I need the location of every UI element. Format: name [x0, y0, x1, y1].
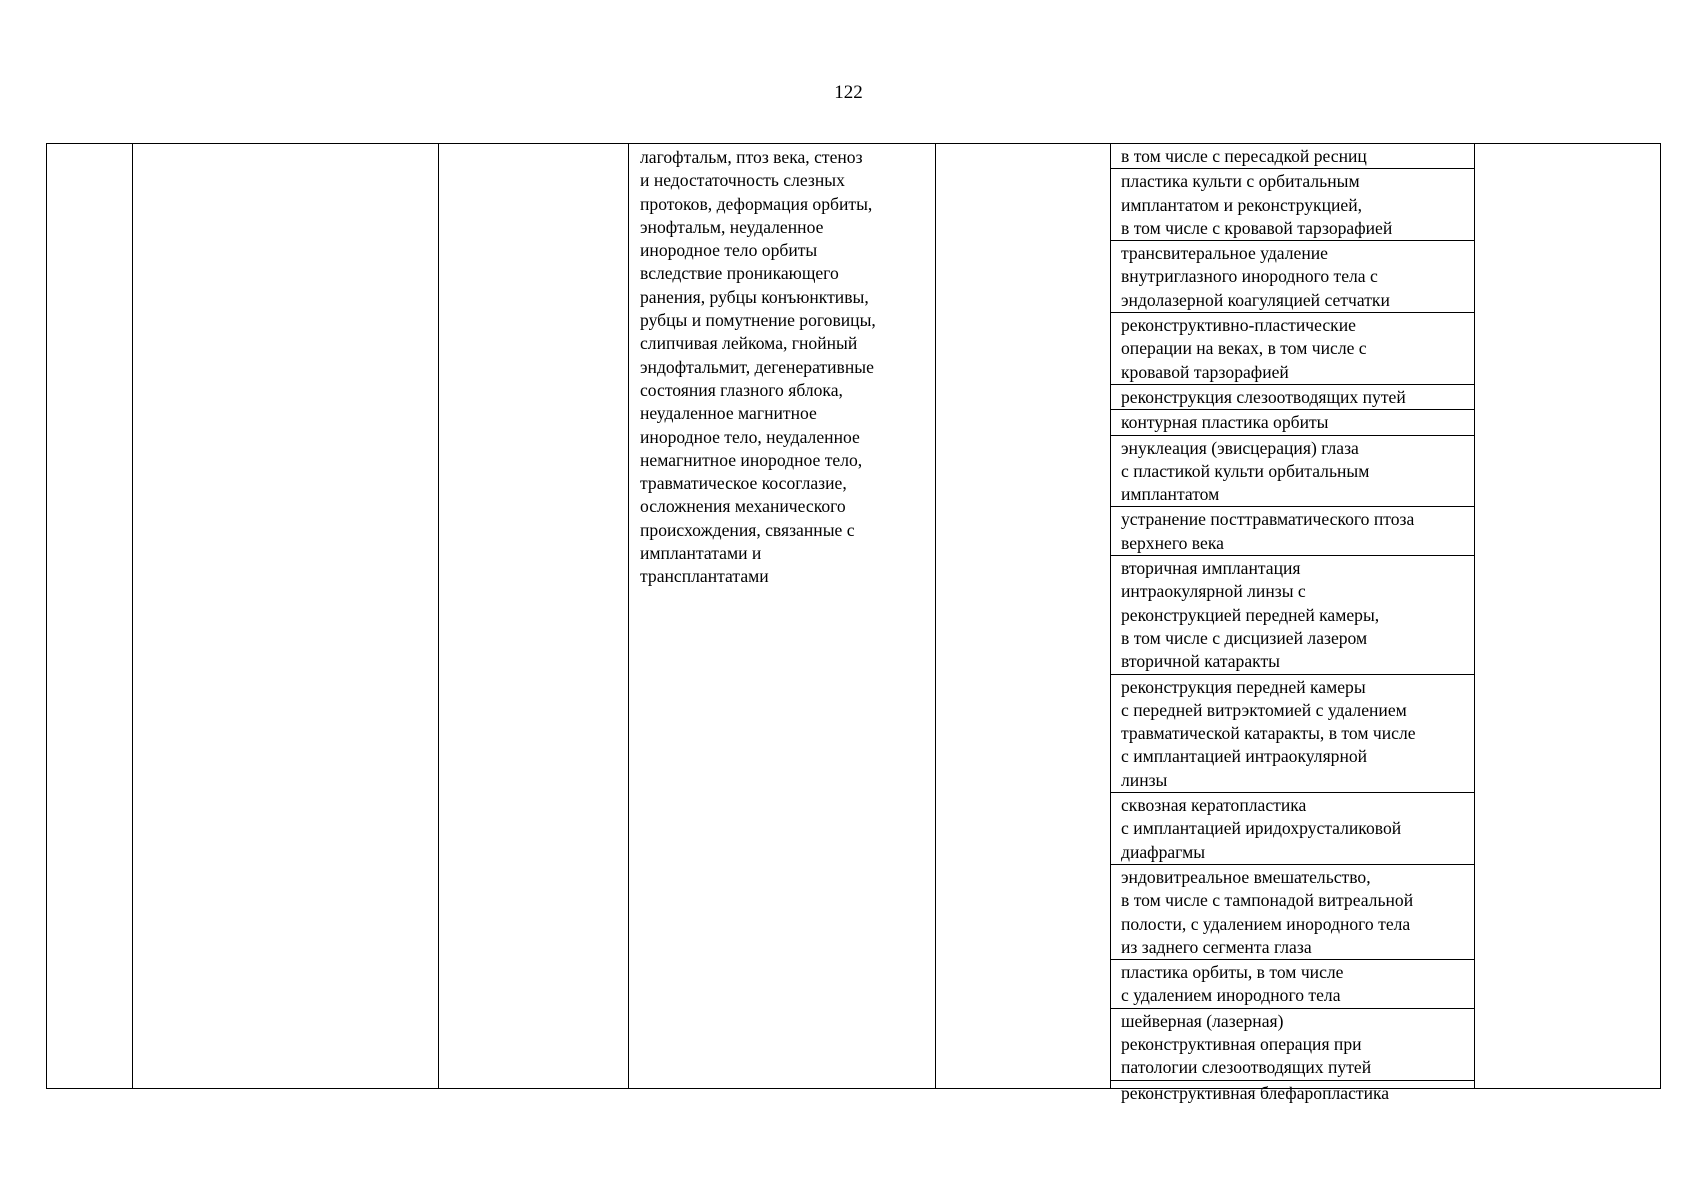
procedure-list — [1110, 144, 1474, 1105]
procedure-cell: шейверная (лазерная) реконструктивная операция при патологии слезоотводящих путей — [1110, 1009, 1474, 1081]
page-number: 122 — [834, 82, 863, 103]
procedure-cell: пластика орбиты, в том числе с удалением инородного тела — [1110, 960, 1474, 1009]
procedure-cell: реконструктивная блефаропластика — [1121, 1082, 1390, 1103]
procedure-cell: вторичная имплантация интраокулярной линзы с реконструкцией передней камеры, в том числе с дисцизией лазером вторичной катаракты — [1110, 556, 1474, 674]
column-divider — [628, 144, 629, 1088]
procedure-cell: пластика культи с орбитальным имплантатом и реконструкцией, в том числе с кровавой тарзорафией — [1110, 169, 1474, 241]
procedure-cell: энуклеация (эвисцерация) глаза с пластикой культи орбитальным имплантатом — [1110, 436, 1474, 508]
column-divider — [935, 144, 936, 1088]
procedure-cell: реконструкция слезоотводящих путей — [1110, 385, 1474, 410]
procedure-cell: реконструктивно-пластические операции на веках, в том числе с кровавой тарзорафией — [1110, 313, 1474, 385]
column-divider — [1474, 144, 1475, 1088]
procedure-cell: устранение посттравматического птоза верхнего века — [1110, 507, 1474, 556]
column-divider — [438, 144, 439, 1088]
column-divider — [132, 144, 133, 1088]
procedure-cell: контурная пластика орбиты — [1110, 410, 1474, 435]
procedure-cell: сквозная кератопластика с имплантацией иридохрусталиковой диафрагмы — [1110, 793, 1474, 865]
diagnosis-cell: лагофтальм, птоз века, стеноз и недостаточность слезных протоков, деформация орбиты, энофтальм, неудаленное инородное тело орбиты вследствие проникающего ранения, рубцы конъюнктивы, рубцы и помутнение роговицы, слипчивая лейкома, гнойный эндофтальмит, дегенеративные состояния глазного яблока, неудаленное магнитное инородное тело, неудаленное немагнитное инородное тело, травматическое косоглазие, осложнения механического происхождения, связанные с имплантатами и трансплантатами — [640, 147, 876, 587]
procedure-cell: эндовитреальное вмешательство, в том числе с тампонадой витреальной полости, с удалением инородного тела из заднего сегмента глаза — [1110, 865, 1474, 960]
document-table — [46, 143, 1661, 1103]
procedure-cell: в том числе с пересадкой ресниц — [1110, 144, 1474, 169]
procedure-cell: трансвитеральное удаление внутриглазного инородного тела с эндолазерной коагуляцией сетчатки — [1110, 241, 1474, 313]
procedure-cell: реконструкция передней камеры с передней витрэктомией с удалением травматической катаракты, в том числе с имплантацией интраокулярной линзы — [1110, 675, 1474, 793]
